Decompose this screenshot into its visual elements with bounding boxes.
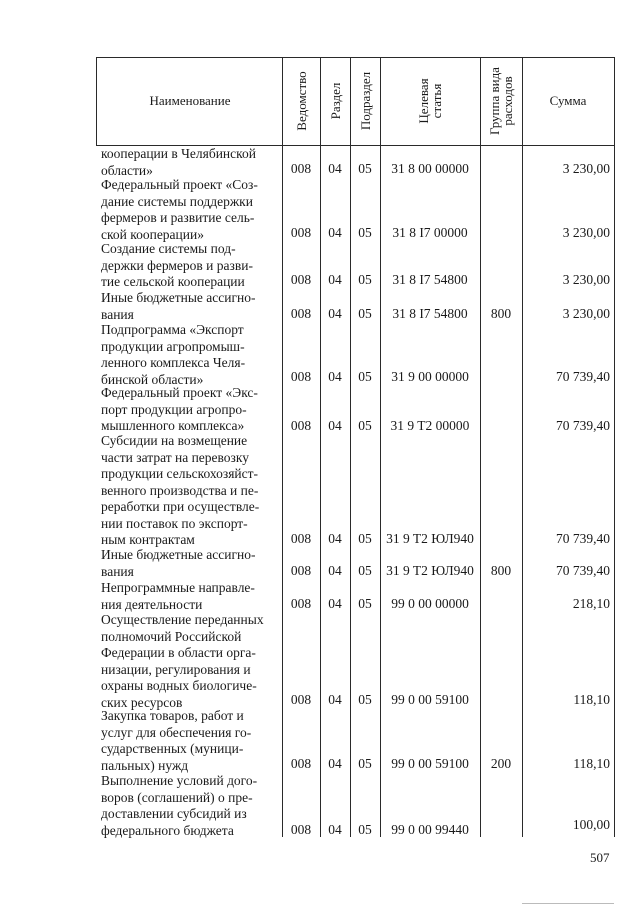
row-razdel: 04: [328, 161, 342, 176]
row-podrazdel: 05: [358, 596, 372, 611]
header-gruppa-vida-rashodov-text: Группа вида расходов: [487, 67, 515, 135]
row-summa: 218,10: [572, 596, 610, 611]
row-razdel: 04: [328, 306, 342, 321]
row-podrazdel: 05: [358, 418, 372, 433]
header-gruppa-vida-rashodov: [484, 57, 518, 145]
row-name: Иные бюджетные ассигно- вания: [101, 290, 256, 322]
row-name: Федеральный проект «Экс- порт продукции агропро- мышленного комплекса»: [101, 385, 258, 433]
row-name: Федеральный проект «Соз- дание системы поддержки фермеров и развитие сель- ской кооперации»: [101, 177, 258, 242]
header-podrazdel: Подраздел: [357, 71, 373, 131]
row-name: Подпрограмма «Экспорт продукции агропромыш- ленного комплекса Челя- бинской области»: [101, 322, 246, 387]
table-top-border: [96, 57, 614, 58]
row-celevaya-statya: 99 0 00 59100: [391, 756, 469, 771]
header-vedomstvo: Ведомство: [293, 71, 309, 131]
header-celevaya-statya: [413, 57, 447, 145]
column-divider-right: [614, 57, 615, 837]
row-podrazdel: 05: [358, 225, 372, 240]
row-name: Закупка товаров, работ и услуг для обеспечения го- сударственных (муници- пальных) нужд: [101, 708, 252, 773]
row-summa: 70 739,40: [556, 369, 610, 384]
row-summa: 3 230,00: [562, 225, 610, 240]
header-razdel: Раздел: [327, 82, 343, 120]
row-vedomstvo: 008: [290, 822, 312, 837]
bottom-rule: [522, 903, 614, 904]
row-vedomstvo: 008: [290, 161, 312, 176]
row-name: Иные бюджетные ассигно- вания: [101, 547, 256, 579]
header-celevaya-statya-text: Целевая статья: [416, 78, 444, 124]
header-summa: Сумма: [549, 93, 587, 108]
row-celevaya-statya: 31 9 T2 ЮЛ940: [386, 531, 474, 546]
row-vedomstvo: 008: [290, 272, 312, 287]
row-celevaya-statya: 31 9 00 00000: [391, 369, 469, 384]
row-vedomstvo: 008: [290, 306, 312, 321]
row-summa: 70 739,40: [556, 418, 610, 433]
row-name: Непрограммные направле- ния деятельности: [101, 580, 255, 612]
row-vedomstvo: 008: [290, 531, 312, 546]
row-celevaya-statya: 31 8 I7 00000: [392, 225, 468, 240]
row-podrazdel: 05: [358, 272, 372, 287]
column-divider-cel: [480, 57, 481, 837]
row-celevaya-statya: 31 8 I7 54800: [392, 306, 468, 321]
row-summa: 3 230,00: [562, 161, 610, 176]
row-summa: 118,10: [573, 756, 610, 771]
row-vedomstvo: 008: [290, 563, 312, 578]
row-podrazdel: 05: [358, 822, 372, 837]
row-celevaya-statya: 31 9 T2 ЮЛ940: [386, 563, 474, 578]
page-number: 507: [590, 850, 610, 865]
row-celevaya-statya: 31 9 T2 00000: [390, 418, 470, 433]
row-gruppa: 800: [490, 306, 512, 321]
row-razdel: 04: [328, 563, 342, 578]
row-summa: 3 230,00: [562, 272, 610, 287]
row-gruppa: 200: [490, 756, 512, 771]
row-summa: 118,10: [573, 692, 610, 707]
row-vedomstvo: 008: [290, 756, 312, 771]
row-razdel: 04: [328, 369, 342, 384]
row-vedomstvo: 008: [290, 225, 312, 240]
row-summa: 100,00: [572, 817, 610, 832]
row-podrazdel: 05: [358, 692, 372, 707]
column-divider-left: [96, 57, 97, 145]
row-vedomstvo: 008: [290, 369, 312, 384]
row-podrazdel: 05: [358, 563, 372, 578]
row-podrazdel: 05: [358, 531, 372, 546]
row-celevaya-statya: 31 8 00 00000: [391, 161, 469, 176]
row-razdel: 04: [328, 692, 342, 707]
row-celevaya-statya: 99 0 00 99440: [391, 822, 469, 837]
row-name: Осуществление переданных полномочий Российской Федерации в области орга- низации, регулирования и охраны водных биологиче- ских ресурсов: [101, 612, 264, 710]
row-podrazdel: 05: [358, 306, 372, 321]
row-celevaya-statya: 99 0 00 59100: [391, 692, 469, 707]
row-name: Субсидии на возмещение части затрат на перевозку продукции сельскохозяйст- венного производства и пе- реработки при осуществле- нии поставок по экспорт- ным контрактам: [101, 433, 260, 547]
row-podrazdel: 05: [358, 369, 372, 384]
row-name: Создание системы под- держки фермеров и разви- тие сельской кооперации: [101, 241, 253, 289]
row-celevaya-statya: 99 0 00 00000: [391, 596, 469, 611]
row-podrazdel: 05: [358, 161, 372, 176]
row-gruppa: 800: [490, 563, 512, 578]
row-vedomstvo: 008: [290, 596, 312, 611]
row-razdel: 04: [328, 531, 342, 546]
row-name: кооперации в Челябинской области»: [101, 146, 256, 178]
row-summa: 70 739,40: [556, 563, 610, 578]
row-summa: 70 739,40: [556, 531, 610, 546]
header-name: Наименование: [149, 93, 231, 108]
row-vedomstvo: 008: [290, 418, 312, 433]
row-razdel: 04: [328, 418, 342, 433]
row-name: Выполнение условий дого- воров (соглашений) о пре- доставлении субсидий из федерального бюджета: [101, 773, 258, 838]
row-celevaya-statya: 31 8 I7 54800: [392, 272, 468, 287]
row-razdel: 04: [328, 225, 342, 240]
row-vedomstvo: 008: [290, 692, 312, 707]
row-razdel: 04: [328, 756, 342, 771]
row-razdel: 04: [328, 822, 342, 837]
row-summa: 3 230,00: [562, 306, 610, 321]
row-razdel: 04: [328, 272, 342, 287]
row-podrazdel: 05: [358, 756, 372, 771]
row-razdel: 04: [328, 596, 342, 611]
